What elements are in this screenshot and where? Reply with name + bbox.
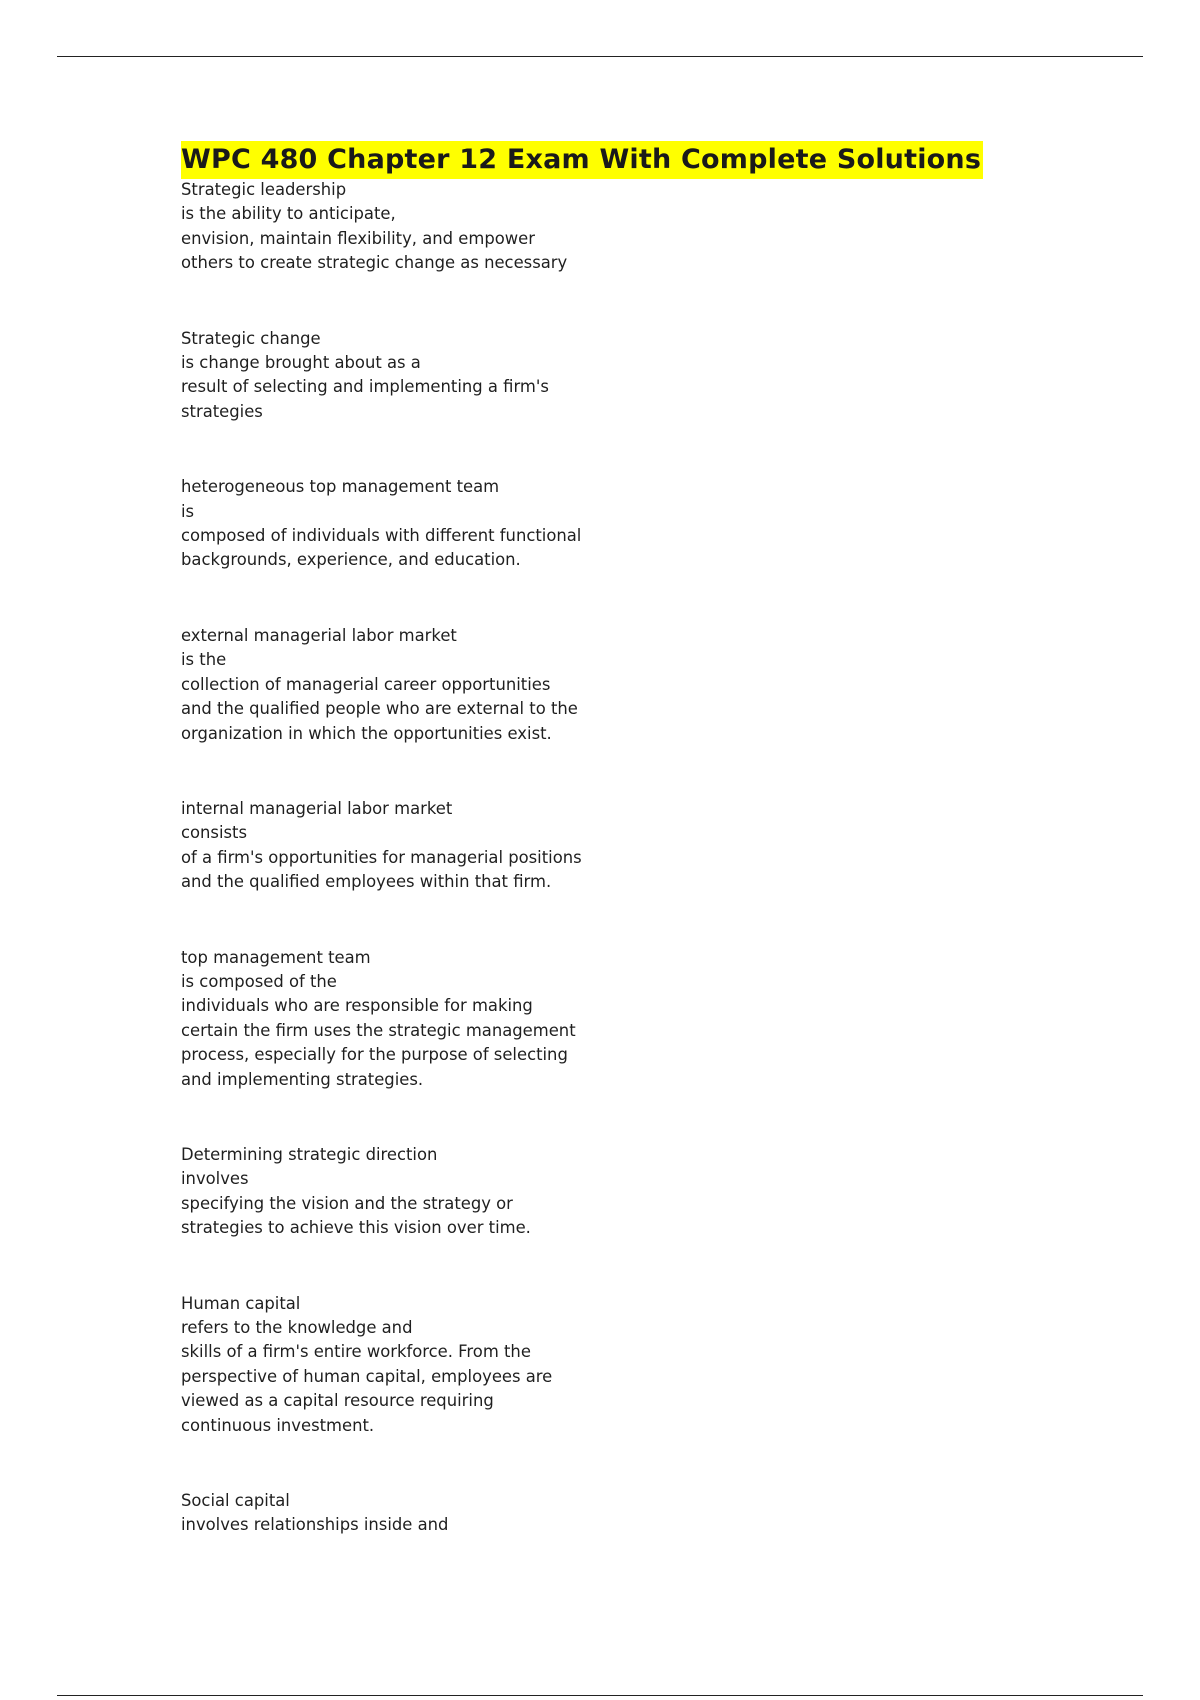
entry-term: heterogeneous top management team — [181, 477, 500, 497]
entry-definition-line: is the ability to anticipate, — [181, 204, 396, 224]
entry-definition-line: is — [181, 501, 195, 521]
entry-definition-line: is the — [181, 650, 227, 670]
entry-definition-line: result of selecting and implementing a firm's — [181, 377, 549, 397]
entry-definition-line: and the qualified people who are external to the — [181, 699, 578, 719]
entry-definition-line: composed of individuals with different functional — [181, 526, 582, 546]
entry-definition-line: collection of managerial career opportunities — [181, 674, 551, 694]
entry-term: top management team — [181, 947, 371, 967]
entry-definition-line: is composed of the — [181, 971, 337, 991]
header-rule — [57, 56, 1143, 57]
entry-term: Strategic leadership — [181, 180, 347, 199]
list-item — [181, 327, 1081, 425]
entry-definition-line: strategies — [181, 401, 263, 421]
list-item — [181, 1489, 1081, 1538]
list-item — [181, 178, 1081, 276]
list-item — [181, 624, 1081, 746]
entry-definition-line: certain the firm uses the strategic management — [181, 1020, 576, 1040]
entry-definition-line: strategies to achieve this vision over time. — [181, 1218, 531, 1238]
entry-term: Social capital — [181, 1491, 290, 1511]
entry-definition-line: and implementing strategies. — [181, 1069, 424, 1089]
document-body — [181, 141, 1081, 1589]
entry-definition-line: of a firm's opportunities for managerial positions — [181, 847, 582, 867]
entry-term: internal managerial labor market — [181, 798, 453, 818]
footer-rule — [57, 1695, 1143, 1696]
entry-definition-line: consists — [181, 823, 248, 843]
list-item — [181, 797, 1081, 895]
entry-definition-line: process, especially for the purpose of selecting — [181, 1045, 568, 1065]
entry-definition-line: envision, maintain flexibility, and empower — [181, 228, 535, 248]
entry-term: Human capital — [181, 1293, 301, 1313]
entry-definition-line: continuous investment. — [181, 1415, 375, 1435]
entry-definition-line: skills of a firm's entire workforce. From the — [181, 1342, 531, 1362]
entry-definition-line: specifying the vision and the strategy or — [181, 1193, 513, 1213]
entry-list — [181, 178, 1081, 1538]
document-title: WPC 480 Chapter 12 Exam With Complete Solutions — [181, 141, 983, 179]
entry-definition-line: backgrounds, experience, and education. — [181, 550, 521, 570]
entry-definition-line: and the qualified employees within that firm. — [181, 872, 552, 892]
entry-definition-line: involves relationships inside and — [181, 1515, 449, 1535]
entry-definition-line: refers to the knowledge and — [181, 1318, 413, 1337]
entry-term: Determining strategic direction — [181, 1144, 438, 1164]
entry-definition-line: viewed as a capital resource requiring — [181, 1391, 494, 1411]
entry-definition-line: involves — [181, 1169, 249, 1189]
entry-definition-line: individuals who are responsible for making — [181, 996, 533, 1016]
entry-definition-line: is change brought about as a — [181, 353, 421, 373]
entry-definition-line: others to create strategic change as necessary — [181, 253, 568, 273]
entry-term: Strategic change — [181, 328, 321, 348]
list-item — [181, 1143, 1081, 1241]
entry-definition-line: perspective of human capital, employees are — [181, 1366, 553, 1386]
entry-term: external managerial labor market — [181, 625, 457, 645]
entry-definition-line: organization in which the opportunities exist. — [181, 723, 552, 743]
list-item — [181, 946, 1081, 1092]
list-item — [181, 1292, 1081, 1438]
list-item — [181, 475, 1081, 573]
